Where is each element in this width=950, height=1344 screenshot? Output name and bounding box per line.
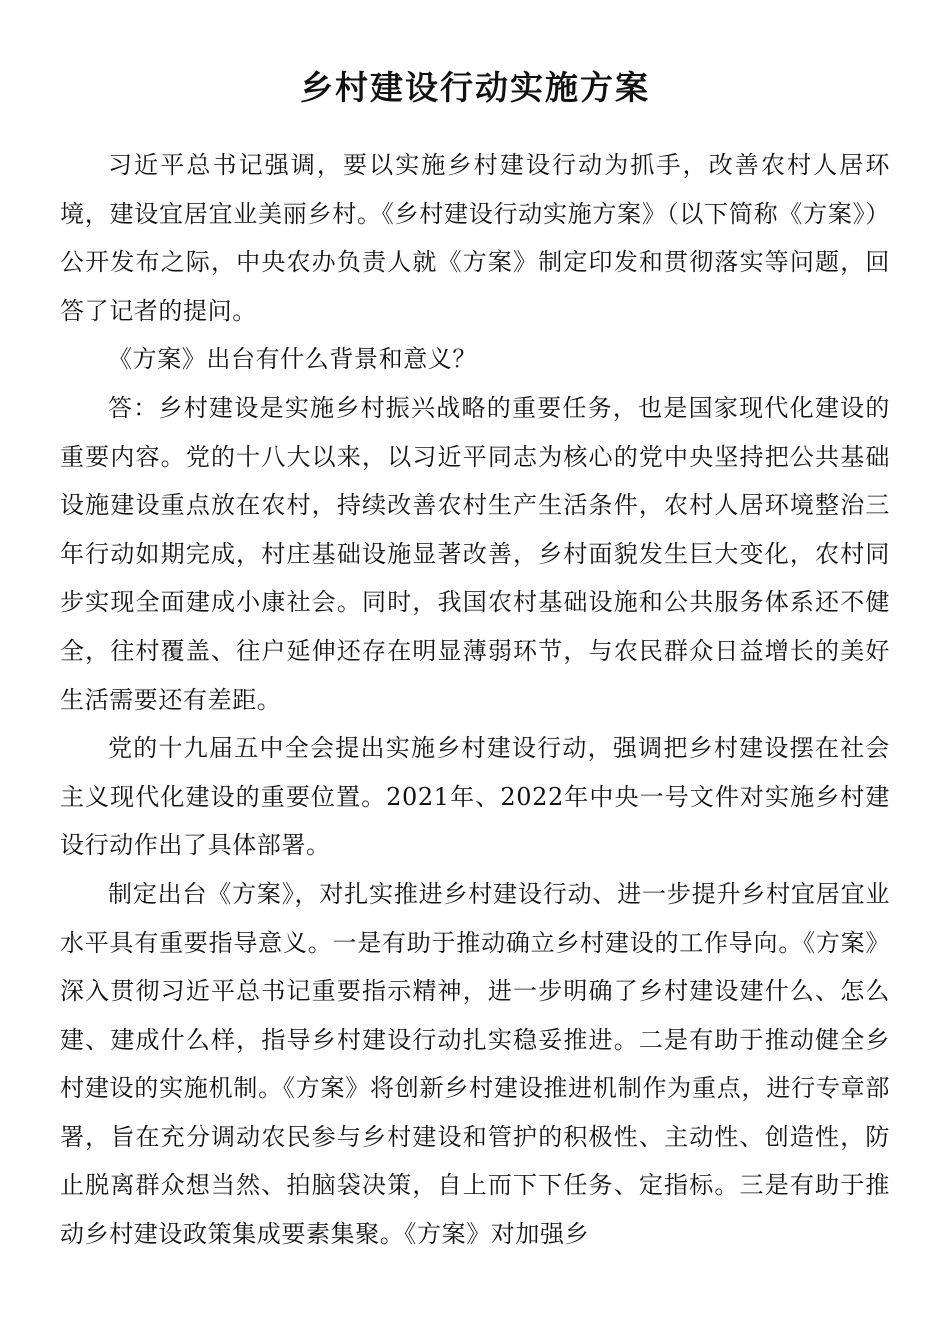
document-body [60, 141, 890, 1259]
document-title: 乡村建设行动实施方案 [300, 68, 650, 107]
paragraph-question: 《方案》出台有什么背景和意义？ [108, 345, 477, 374]
paragraph-intro: 习近平总书记强调，要以实施乡村建设行动为抓手，改善农村人居环境，建设宜居宜业美丽乡村。《乡村建设行动实施方案》（以下简称《方案》）公开发布之际，中央农办负责人就《方案》制定印发和贯彻落实等问题，回答了记者的提问。 [60, 151, 890, 325]
paragraph-significance: 制定出台《方案》，对扎实推进乡村建设行动、进一步提升乡村宜居宜业水平具有重要指导意义。一是有助于推动确立乡村建设的工作导向。《方案》深入贯彻习近平总书记重要指示精神，进一步明确了乡村建设建什么、怎么建、建成什么样，指导乡村建设行动扎实稳妥推进。二是有助于推动健全乡村建设的实施机制。《方案》将创新乡村建设推进机制作为重点，进行专章部署，旨在充分调动农民参与乡村建设和管护的积极性、主动性、创造性，防止脱离群众想当然、拍脑袋决策，自上而下下任务、定指标。三是有助于推动乡村建设政策集成要素集聚。《方案》对加强乡 [60, 879, 890, 1249]
paragraph-plenary: 党的十九届五中全会提出实施乡村建设行动，强调把乡村建设摆在社会主义现代化建设的重要位置。2021年、2022年中央一号文件对实施乡村建设行动作出了具体部署。 [60, 734, 890, 860]
paragraph-answer: 答：乡村建设是实施乡村振兴战略的重要任务，也是国家现代化建设的重要内容。党的十八大以来，以习近平同志为核心的党中央坚持把公共基础设施建设重点放在农村，持续改善农村生产生活条件，农村人居环境整治三年行动如期完成，村庄基础设施显著改善，乡村面貌发生巨大变化，农村同步实现全面建成小康社会。同时，我国农村基础设施和公共服务体系还不健全，往村覆盖、往户延伸还存在明显薄弱环节，与农民群众日益增长的美好生活需要还有差距。 [60, 393, 890, 714]
